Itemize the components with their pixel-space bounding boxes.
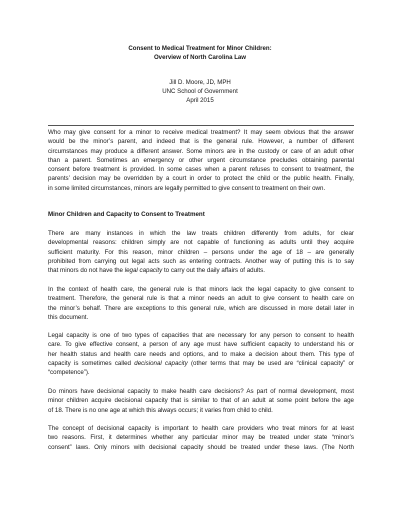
text-line: In the context of health care, the general rule is that minors lack the legal capacity to give consent to — [48, 286, 354, 293]
text-line: Legal capacity is one of two types of capacities that are necessary for any person to consent to health — [48, 332, 354, 339]
title-line-2: Overview of North Carolina Law — [153, 54, 247, 62]
text-line: Do minors have decisional capacity to make health care decisions? As part of normal development, most — [48, 388, 354, 395]
text-line: than a parent. Sometimes an emergency or other urgent circumstance precludes obtaining parental — [48, 156, 354, 164]
text-line: The concept of decisional capacity is important to health care providers who treat minors for at least — [48, 425, 354, 432]
text-run: capacity is sometimes called — [48, 359, 135, 367]
paragraph-minors-decisional-capacity — [48, 387, 354, 415]
text-line: treatment. Therefore, the general rule is that a minor needs an adult to give consent to health care on — [48, 295, 354, 303]
text-line: two reasons. First, it determines whether any particular minor may be treated under state “minor’s — [48, 434, 354, 442]
text-line: sufficient maturity. For this reason, minor children – persons under the age of 18 – are generally — [48, 248, 354, 256]
author-name: Jill D. Moore, JD, MPH — [169, 79, 231, 86]
text-line: this document. — [48, 313, 89, 321]
author-block — [0, 78, 400, 105]
emphasized-term: legal capacity — [124, 267, 163, 275]
text-line: the minor’s behalf. There are exceptions to this general rule, which are discussed in more detail later in — [48, 304, 354, 312]
text-line: circumstances may produce a different answer. Some minors are in the custody or care of an adult other — [48, 147, 354, 155]
text-line: Who may give consent for a minor to receive medical treatment? It may seem obvious that the answer — [48, 129, 354, 136]
emphasized-term: decisional capacity — [134, 359, 188, 367]
paragraph-decisional-capacity — [48, 331, 354, 377]
text-run: (other terms that may be used are “clinical capacity” or — [187, 359, 354, 367]
paragraph-importance-of-decisional-capacity — [48, 424, 354, 452]
section-heading-text: Minor Children and Capacity to Consent to Treatment — [48, 211, 205, 218]
text-line: consent before treatment is provided. In some cases when a parent refuses to consent to treatment, the — [48, 166, 354, 174]
text-line: consent” laws. Only minors with decisional capacity should be treated under these laws. (The North — [48, 443, 354, 451]
text-line: prohibited from carrying out legal acts such as entering contracts. Another way of putting this is to say — [48, 257, 354, 265]
text-line: There are many instances in which the law treats children differently from adults, for clear — [48, 230, 354, 237]
text-line: developmental reasons: children simply are not capable of functioning as adults until they acquire — [48, 239, 354, 247]
section-heading — [48, 210, 354, 219]
text-line: her health status and health care needs and options, and to make a decision about them. This type of — [48, 350, 354, 358]
horizontal-divider — [48, 125, 354, 126]
text-line: parents’ decision may be overridden by a court in order to protect the child or the public health. Finally, — [48, 175, 354, 183]
text-line: of 18. There is no one age at which this always occurs; it varies from child to child. — [48, 406, 273, 414]
text-line — [48, 359, 354, 368]
text-line: care. To give effective consent, a person of any age must have sufficient capacity to understand his or — [48, 341, 354, 349]
paragraph-health-care-context — [48, 285, 354, 322]
text-run: to carry out the daily affairs of adults. — [162, 267, 265, 275]
paragraph-legal-capacity — [48, 229, 354, 275]
text-line — [48, 266, 354, 275]
text-line: in some limited circumstances, minors are legally permitted to give consent to treatment on their own. — [48, 184, 326, 192]
text-line: “competence”). — [48, 369, 90, 377]
document-title — [0, 44, 400, 62]
organization-name: UNC School of Government — [162, 88, 238, 96]
title-line-1: Consent to Medical Treatment for Minor Children: — [128, 45, 272, 52]
text-line: minor children acquire decisional capacity that is similar to that of an adult at some point before the age — [48, 397, 354, 405]
text-run: that minors do not have the — [48, 267, 125, 275]
text-line: would be the minor’s parent, and indeed that is the general rule. However, a number of different — [48, 138, 354, 146]
publication-date: April 2015 — [186, 97, 214, 105]
intro-paragraph — [48, 128, 354, 193]
